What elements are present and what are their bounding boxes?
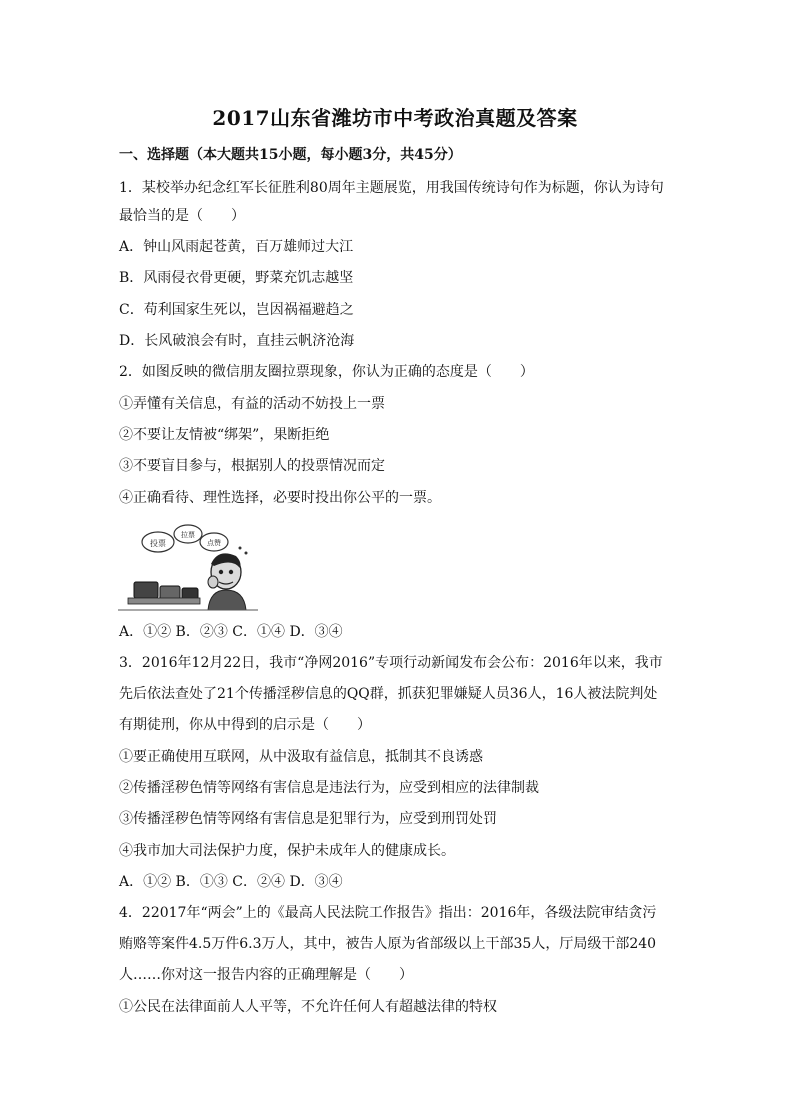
bubble-text-2: 拉票 [181,531,195,539]
q3-stem-line-3: 有期徒刑，你从中得到的启示是（ ） [119,717,371,733]
cartoon-wechat-vote-icon [118,520,258,612]
q4-stem-line-3: 人……你对这一报告内容的正确理解是（ ） [119,967,413,983]
q1-option-c: C．苟利国家生死以，岂因祸福避趋之 [119,302,354,318]
page-title: 2017山东省潍坊市中考政治真题及答案 [212,106,578,130]
q3-statement-2: ②传播淫秽色情等网络有害信息是违法行为，应受到相应的法律制裁 [119,780,539,796]
q3-answer-choices: A．①② B．①③ C．②④ D．③④ [119,874,343,890]
q3-statement-4: ④我市加大司法保护力度，保护未成年人的健康成长。 [119,843,455,859]
q1-option-a: A．钟山风雨起苍黄，百万雄师过大江 [119,239,354,255]
q2-statement-3: ③不要盲目参与，根据别人的投票情况而定 [119,458,385,474]
q1-option-b: B．风雨侵衣骨更硬，野菜充饥志越坚 [119,270,354,286]
q2-answer-choices: A．①② B．②③ C．①④ D．③④ [119,624,343,640]
q3-statement-3: ③传播淫秽色情等网络有害信息是犯罪行为，应受到刑罚处罚 [119,811,497,827]
q2-statement-2: ②不要让友情被“绑架”，果断拒绝 [119,427,330,443]
q4-statement-1: ①公民在法律面前人人平等，不允许任何人有超越法律的特权 [119,999,497,1015]
bubble-text-3: 点赞 [207,539,221,547]
q1-option-d: D．长风破浪会有时，直挂云帆济沧海 [119,333,355,349]
q3-stem-line-1: 3．2016年12月22日，我市“净网2016”专项行动新闻发布会公布：2016年以来，我市 [119,655,663,671]
section-heading: 一、选择题（本大题共15小题，每小题3分，共45分） [119,147,462,163]
q1-stem-line-2: 最恰当的是（ ） [119,208,245,224]
q2-statement-4: ④正确看待、理性选择，必要时投出你公平的一票。 [119,490,441,506]
q4-stem-line-1: 4．22017年“两会”上的《最高人民法院工作报告》指出：2016年，各级法院审结贪污 [119,905,657,921]
q2-stem-line-1: 2．如图反映的微信朋友圈拉票现象，你认为正确的态度是（ ） [119,364,534,380]
q1-stem-line-1: 1．某校举办纪念红军长征胜利80周年主题展览，用我国传统诗句作为标题，你认为诗句 [119,180,664,196]
q3-stem-line-2: 先后依法查处了21个传播淫秽信息的QQ群，抓获犯罪嫌疑人员36人，16人被法院判处 [119,686,658,702]
q3-statement-1: ①要正确使用互联网，从中汲取有益信息，抵制其不良诱惑 [119,749,483,765]
q2-statement-1: ①弄懂有关信息，有益的活动不妨投上一票 [119,396,385,412]
q4-stem-line-2: 贿赂等案件4.5万件6.3万人，其中，被告人原为省部级以上干部35人，厅局级干部240 [119,936,657,952]
bubble-text-1: 投票 [150,539,166,548]
